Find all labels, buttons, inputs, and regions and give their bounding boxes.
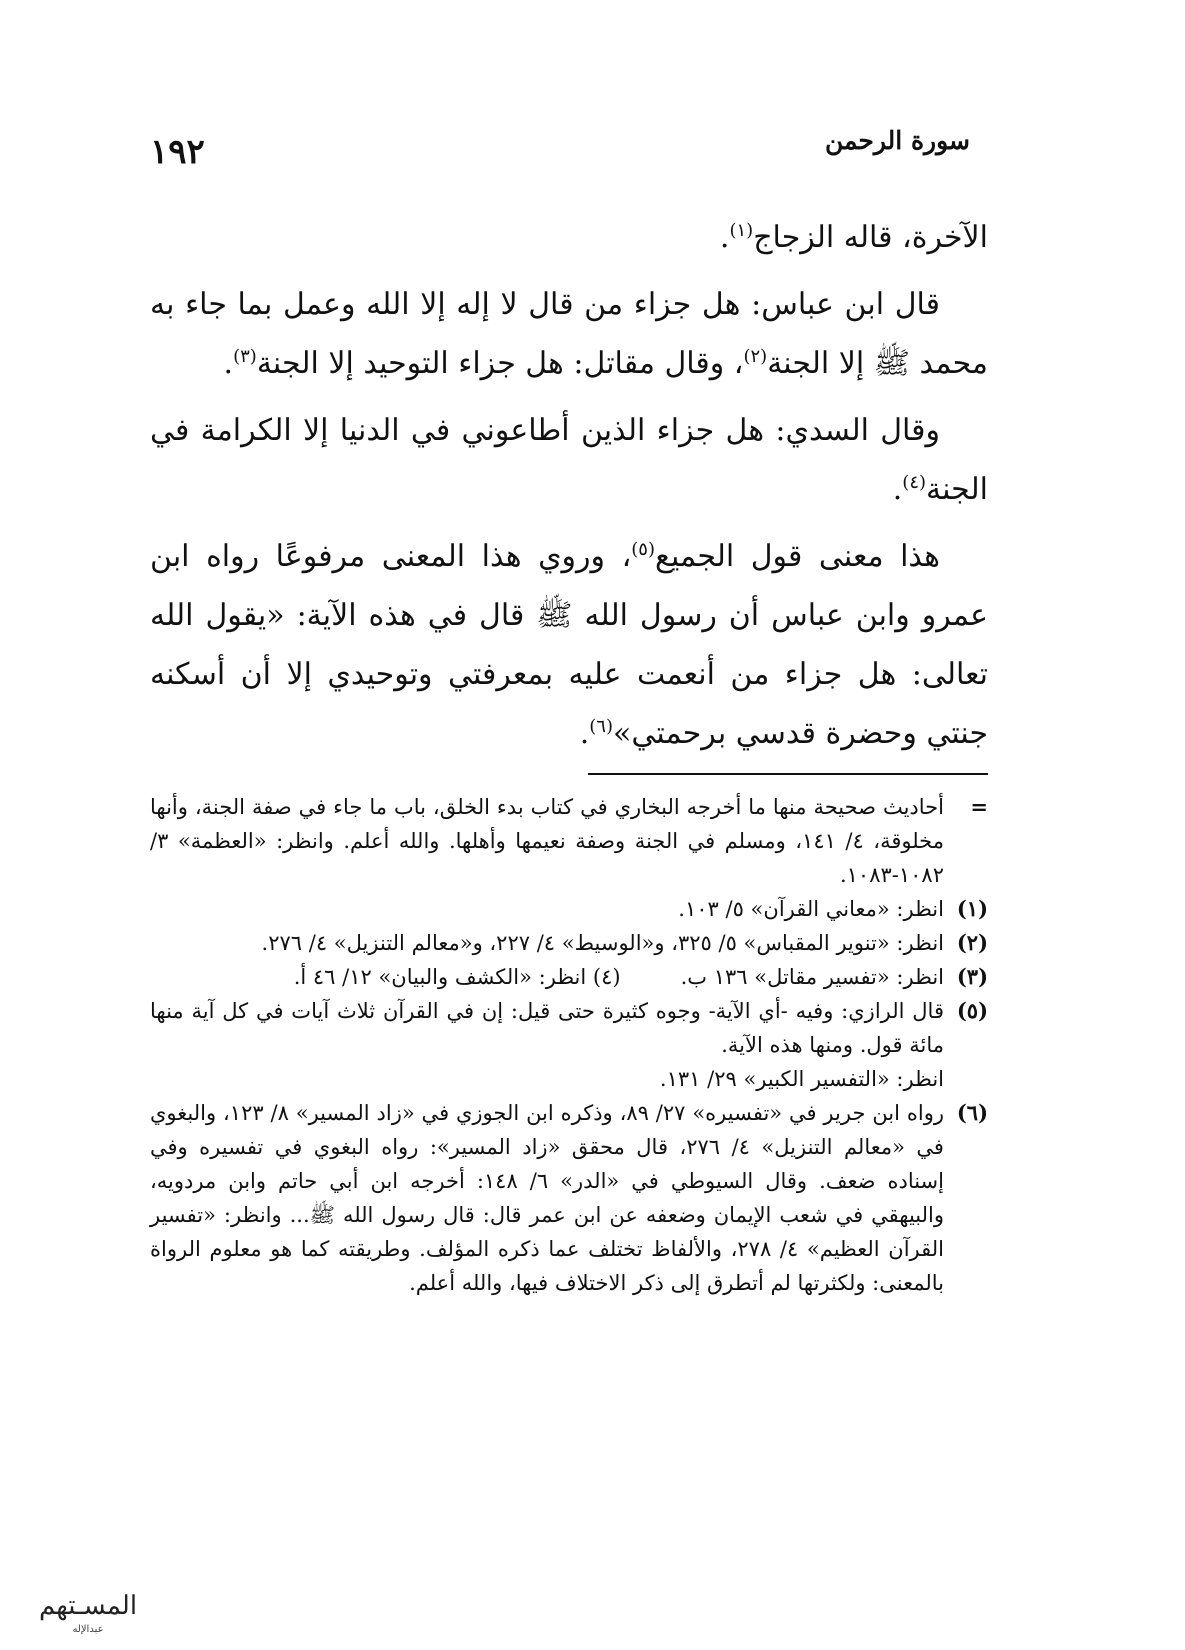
footnote-text: انظر: «التفسير الكبير» ٢٩/ ١٣١.	[659, 1067, 944, 1091]
footnote-marker: (٣)	[956, 964, 988, 989]
paragraph-3: وقال السدي: هل جزاء الذين أطاعوني في الدنيا إلا الكرامة في الجنة$^{(٤)}$.	[150, 413, 988, 507]
footnote-text: أحاديث صحيحة منها ما أخرجه البخاري في كتاب بدء الخلق، باب ما جاء في صفة الجنة، وأنها مخلوقة، ٤/ ١٤١، ومسلم في الجنة وصفة نعيمها وأهلها. والله أعلم. وانظر: «العظمة» ٣/ ١٠٨٢-١٠٨٣.	[150, 795, 944, 887]
paragraph-2: قال ابن عباس: هل جزاء من قال لا إله إلا الله وعمل بما جاء به محمد ﷺ إلا الجنة$^{(٢)}$، وقال مقاتل: هل جزاء التوحيد إلا الجنة$^{(٣)}$.	[150, 287, 988, 381]
page-number: ١٩٢	[150, 132, 205, 172]
footnote-ref[interactable]: (٢)	[743, 346, 768, 367]
footnote-marker: =	[970, 794, 988, 819]
footnote-continuation	[150, 790, 988, 892]
footnote-1	[150, 892, 988, 926]
running-title: سورة الرحمن	[824, 126, 970, 155]
footnote-text: انظر: «تفسير مقاتل» ١٣٦ ب.	[680, 965, 944, 989]
footnote-marker: (١)	[956, 896, 988, 921]
paragraph-1: الآخرة، قاله الزجاج$^{(١)}$.	[719, 220, 988, 255]
footnote-ref[interactable]: (٥)	[631, 539, 655, 560]
footnote-2	[150, 926, 988, 960]
footnote-3	[150, 960, 988, 994]
page-header	[150, 118, 970, 178]
footnote-ref[interactable]: (١)	[729, 220, 754, 241]
footnote-marker: (٢)	[956, 930, 988, 955]
footnotes	[150, 790, 988, 1300]
logo-subtext: عبدالإله	[72, 1624, 104, 1635]
footnote-divider	[588, 773, 988, 775]
footnote-4-text: (٤) انظر: «الكشف والبيان» ١٢/ ٤٦ أ.	[293, 965, 621, 989]
paragraph-4: هذا معنى قول الجميع$^{(٥)}$، وروي هذا المعنى مرفوعًا رواه ابن عمرو وابن عباس أن رسول الله ﷺ قال في هذه الآية: «يقول الله تعالى: هل جزاء من أنعمت عليه بمعرفتي وتوحيدي إلا أن أسكنه جنتي وحضرة قدسي برحمتي»$^{(٦)}$.	[150, 539, 988, 751]
footnote-marker: (٥)	[956, 998, 988, 1023]
footnote-text: انظر: «معاني القرآن» ٥/ ١٠٣.	[678, 897, 944, 921]
footnote-6	[150, 1096, 988, 1300]
watermark-logo	[28, 1580, 148, 1638]
footnote-5	[150, 994, 988, 1096]
footnote-ref[interactable]: (٤)	[902, 472, 927, 493]
footnote-ref[interactable]: (٣)	[233, 346, 257, 367]
footnote-text: انظر: «تنوير المقباس» ٥/ ٣٢٥، و«الوسيط» ٤/ ٢٢٧، و«معالم التنزيل» ٤/ ٢٧٦.	[261, 931, 944, 955]
logo-text: المسـتهم	[38, 1591, 138, 1621]
footnote-text: قال الرازي: وفيه -أي الآية- وجوه كثيرة حتى قيل: إن في القرآن ثلاث آيات في كل آية منها مائة قول. ومنها هذه الآية.	[150, 999, 944, 1057]
footnote-ref[interactable]: (٦)	[589, 716, 613, 737]
main-text	[150, 208, 988, 771]
footnote-text: رواه ابن جرير في «تفسيره» ٢٧/ ٨٩، وذكره ابن الجوزي في «زاد المسير» ٨/ ١٢٣، والبغوي في «معالم التنزيل» ٤/ ٢٧٦، قال محقق «زاد المسير»: رواه البغوي في تفسيره وفي إسناده ضعف. وقال السيوطي في «الدر» ٦/ ١٤٨: أخرجه ابن أبي حاتم وابن مردويه، والبيهقي في شعب الإيمان وضعفه عن ابن عمر قال: قال رسول الله ﷺ... وانظر: «تفسير القرآن العظيم» ٤/ ٢٧٨، والألفاظ تختلف عما ذكره المؤلف. وطريقته كما هو معلوم الرواة بالمعنى: ولكثرتها لم أتطرق إلى ذكر الاختلاف فيها، والله أعلم.	[150, 1101, 944, 1295]
footnote-marker: (٦)	[956, 1100, 988, 1125]
